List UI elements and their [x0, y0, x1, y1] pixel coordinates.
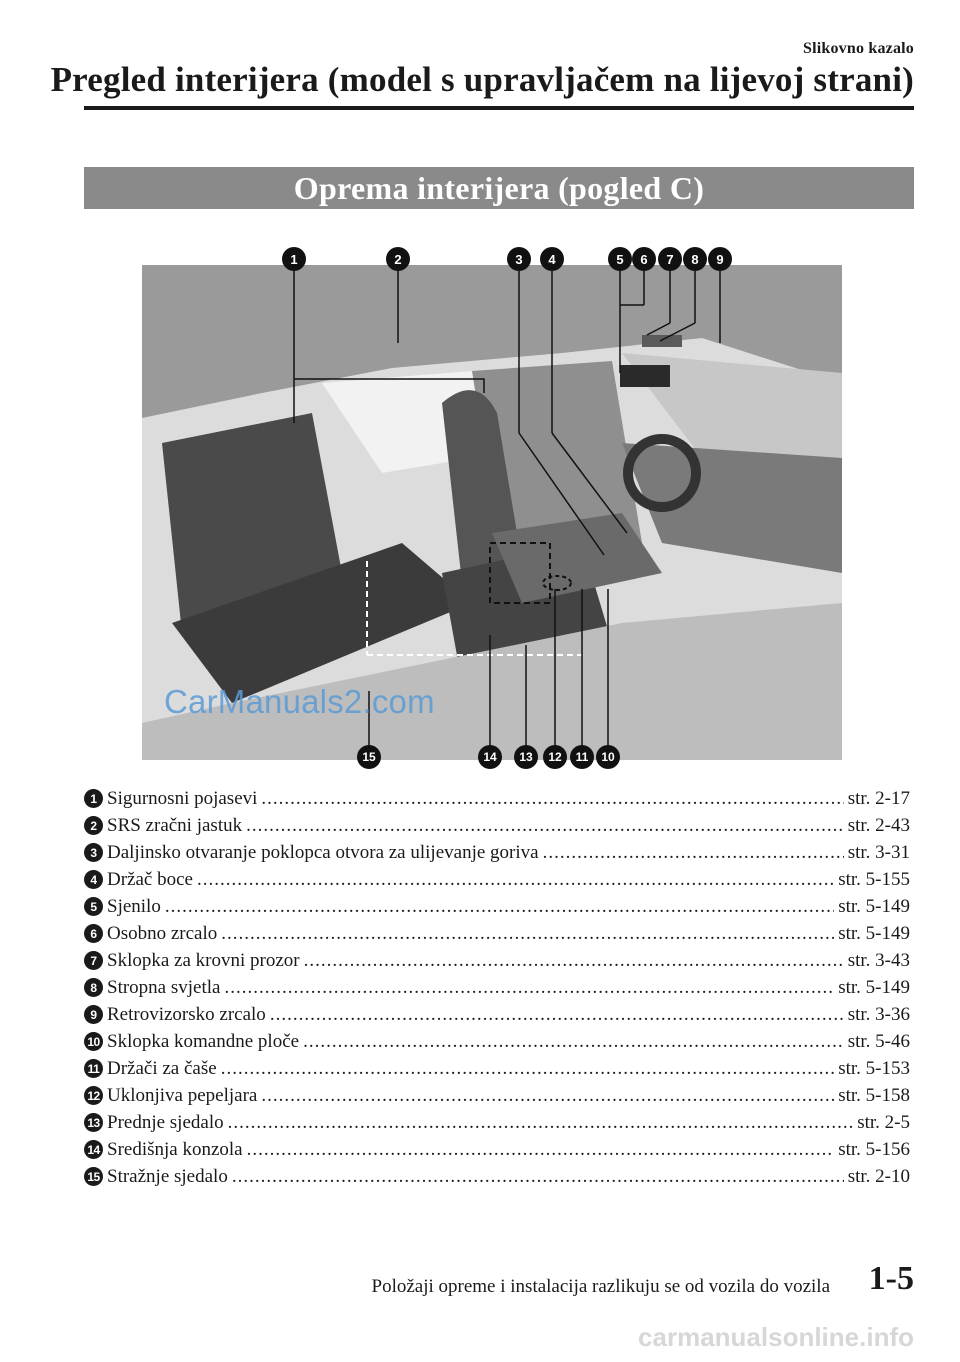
item-number-badge: 10 — [84, 1032, 103, 1051]
callout-10-label: 10 — [601, 750, 615, 764]
callout-8-label: 8 — [691, 252, 699, 267]
dot-leader — [247, 1139, 835, 1161]
item-page-ref[interactable]: str. 5-46 — [847, 1030, 910, 1052]
list-item — [84, 1028, 910, 1055]
interior-figure — [142, 243, 842, 773]
section-label: Slikovno kazalo — [802, 40, 914, 57]
list-item — [84, 1001, 910, 1028]
item-page-ref[interactable]: str. 5-149 — [838, 976, 910, 998]
item-label: Prednje sjedalo — [107, 1111, 224, 1133]
item-label: Središnja konzola — [107, 1138, 243, 1160]
item-number-badge: 8 — [84, 978, 103, 997]
item-number-badge: 6 — [84, 924, 103, 943]
item-page-ref[interactable]: str. 5-158 — [838, 1084, 910, 1106]
callout-14-label: 14 — [483, 750, 497, 764]
dot-leader — [221, 1058, 835, 1080]
list-item — [84, 920, 910, 947]
item-label: Stropna svjetla — [107, 976, 221, 998]
list-item — [84, 866, 910, 893]
item-label: Sklopka komandne ploče — [107, 1030, 300, 1052]
item-number-badge: 3 — [84, 843, 103, 862]
dot-leader — [221, 923, 834, 945]
callout-6-label: 6 — [640, 252, 648, 267]
item-label: Uklonjiva pepeljara — [107, 1084, 258, 1106]
list-item — [84, 947, 910, 974]
callout-3-label: 3 — [515, 252, 523, 267]
dot-leader — [228, 1112, 854, 1134]
item-number-badge: 5 — [84, 897, 103, 916]
list-item — [84, 1163, 910, 1190]
item-number-badge: 11 — [84, 1059, 103, 1078]
list-item — [84, 1082, 910, 1109]
list-item — [84, 839, 910, 866]
section-banner — [84, 167, 914, 209]
item-number-badge: 14 — [84, 1140, 103, 1159]
list-item — [84, 893, 910, 920]
item-label: Sklopka za krovni prozor — [107, 949, 300, 971]
callout-13-label: 13 — [519, 750, 533, 764]
item-page-ref[interactable]: str. 5-156 — [838, 1138, 910, 1160]
item-page-ref[interactable]: str. 3-43 — [847, 949, 910, 971]
banner-text: Oprema interijera (pogled C) — [293, 169, 705, 206]
item-label: SRS zračni jastuk — [107, 814, 243, 836]
item-number-badge: 15 — [84, 1167, 103, 1186]
item-number-badge: 1 — [84, 789, 103, 808]
dot-leader — [304, 950, 844, 972]
list-item — [84, 1055, 910, 1082]
item-number-badge: 7 — [84, 951, 103, 970]
item-label: Osobno zrcalo — [107, 922, 218, 944]
item-label: Stražnje sjedalo — [107, 1165, 228, 1187]
item-page-ref[interactable]: str. 3-31 — [847, 841, 910, 863]
item-page-ref[interactable]: str. 2-5 — [857, 1111, 910, 1133]
dot-leader — [543, 842, 844, 864]
list-item — [84, 1109, 910, 1136]
page-number: 1-5 — [868, 1260, 914, 1297]
list-item — [84, 974, 910, 1001]
item-label: Držač boce — [107, 868, 193, 890]
item-number-badge: 12 — [84, 1086, 103, 1105]
item-page-ref[interactable]: str. 5-153 — [838, 1057, 910, 1079]
dot-leader — [224, 977, 834, 999]
equipment-list — [84, 785, 910, 1190]
dot-leader — [232, 1166, 844, 1188]
item-page-ref[interactable]: str. 2-17 — [847, 787, 910, 809]
item-number-badge: 2 — [84, 816, 103, 835]
callout-1-label: 1 — [290, 252, 298, 267]
callout-4-label: 4 — [548, 252, 556, 267]
item-page-ref[interactable]: str. 2-43 — [847, 814, 910, 836]
page-title: Pregled interijera (model s upravljačem na lijevoj strani) — [50, 60, 914, 99]
callout-2-label: 2 — [394, 252, 402, 267]
dot-leader — [165, 896, 834, 918]
callout-9-label: 9 — [716, 252, 724, 267]
item-page-ref[interactable]: str. 5-149 — [838, 895, 910, 917]
list-item — [84, 785, 910, 812]
footer-note: Položaji opreme i instalacija razlikuju se od vozila do vozila — [371, 1276, 830, 1297]
list-item — [84, 1136, 910, 1163]
item-page-ref[interactable]: str. 3-36 — [847, 1003, 910, 1025]
rear-view-mirror — [620, 365, 670, 387]
item-label: Držači za čaše — [107, 1057, 217, 1079]
callout-7-label: 7 — [666, 252, 674, 267]
item-label: Daljinsko otvaranje poklopca otvora za ulijevanje goriva — [107, 841, 539, 863]
dot-leader — [197, 869, 834, 891]
callout-15-label: 15 — [362, 750, 376, 764]
item-number-badge: 4 — [84, 870, 103, 889]
callout-11-label: 11 — [575, 750, 589, 764]
dot-leader — [246, 815, 844, 837]
watermark: CarManuals2.com — [164, 683, 435, 720]
callout-5-label: 5 — [616, 252, 624, 267]
dot-leader — [303, 1031, 844, 1053]
list-item — [84, 812, 910, 839]
item-page-ref[interactable]: str. 5-149 — [838, 922, 910, 944]
dot-leader — [270, 1004, 844, 1026]
item-page-ref[interactable]: str. 2-10 — [847, 1165, 910, 1187]
dot-leader — [261, 1085, 834, 1107]
title-rule — [84, 106, 914, 110]
footer-watermark: carmanualsonline.info — [638, 1322, 914, 1352]
item-number-badge: 9 — [84, 1005, 103, 1024]
overhead-console — [642, 335, 682, 347]
callout-12-label: 12 — [548, 750, 562, 764]
dot-leader — [261, 788, 843, 810]
item-label: Retrovizorsko zrcalo — [107, 1003, 266, 1025]
item-label: Sigurnosni pojasevi — [107, 787, 258, 809]
item-page-ref[interactable]: str. 5-155 — [838, 868, 910, 890]
item-label: Sjenilo — [107, 895, 161, 917]
item-number-badge: 13 — [84, 1113, 103, 1132]
